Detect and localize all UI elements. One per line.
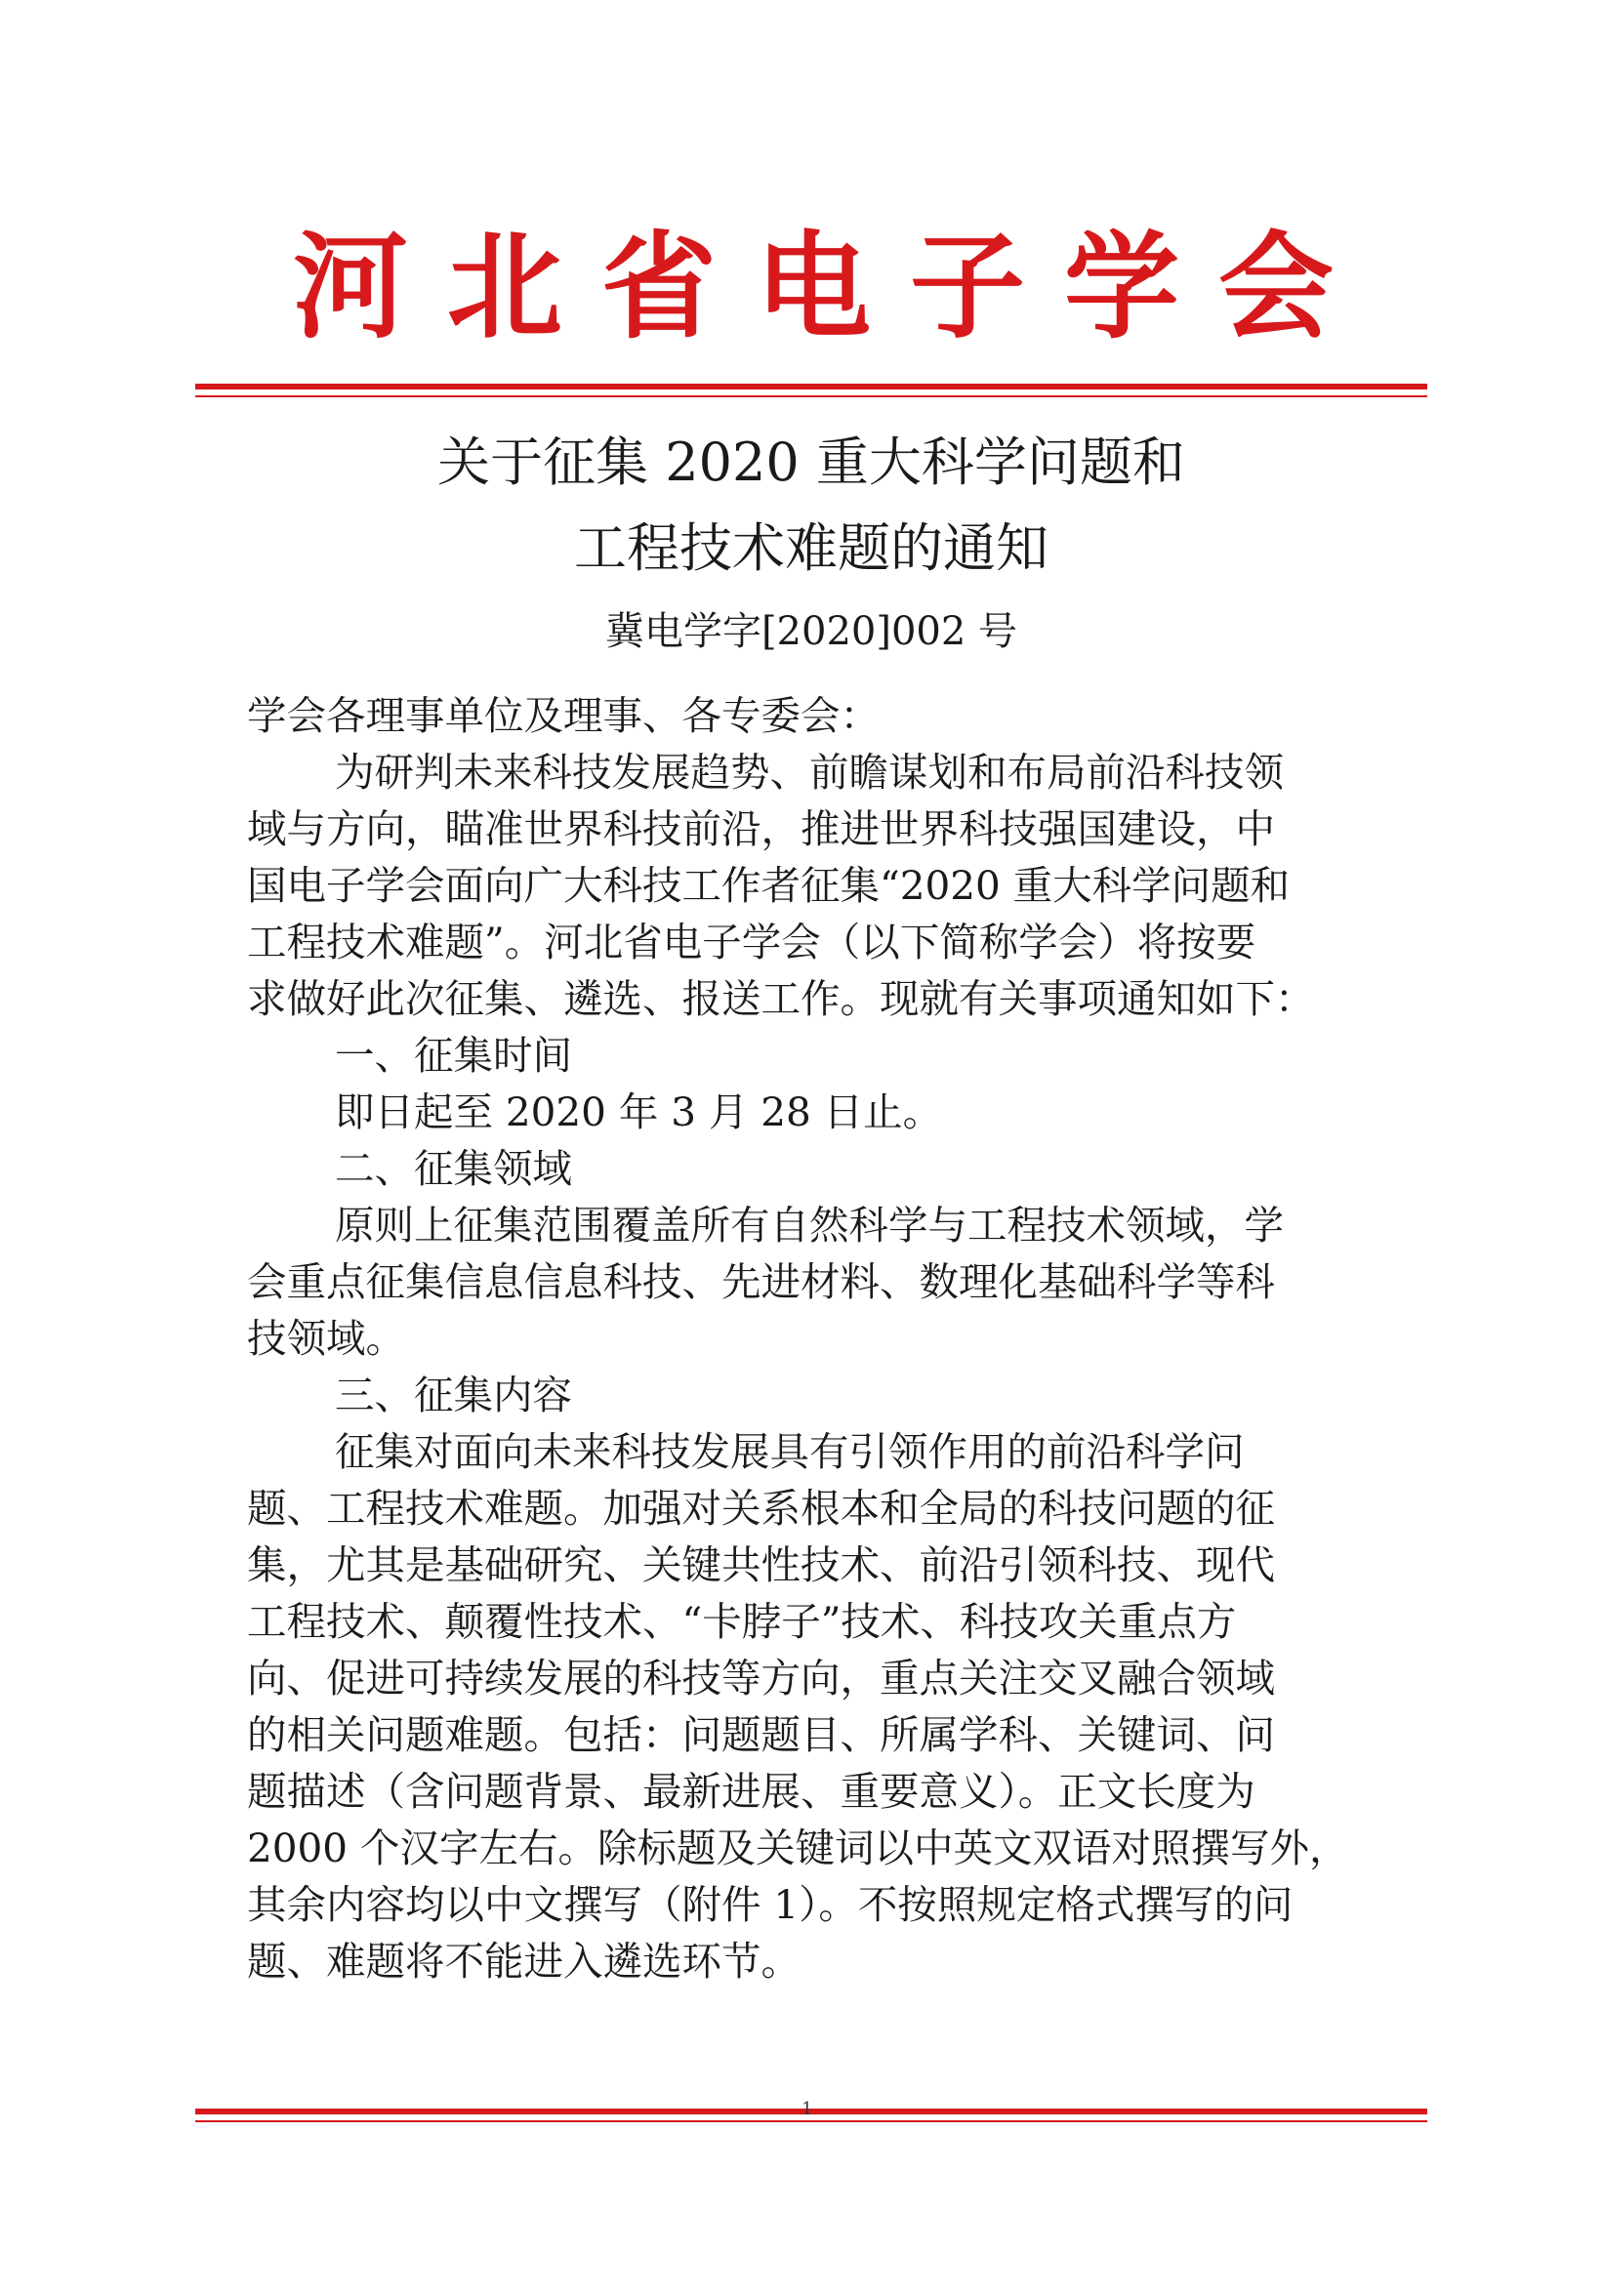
paragraph-line: 会重点征集信息信息科技、先进材料、数理化基础科学等科: [247, 1258, 1275, 1305]
paragraph-line: 原则上征集范围覆盖所有自然科学与工程技术领域，学: [335, 1202, 1284, 1249]
paragraph-line: 为研判未来科技发展趋势、前瞻谋划和布局前沿科技领: [335, 749, 1284, 796]
document-number: 冀电学字[2020]002 号: [604, 609, 1018, 654]
paragraph-line: 题、难题将不能进入遴选环节。: [247, 1938, 801, 1985]
salutation: 学会各理事单位及理事、各专委会：: [247, 692, 880, 739]
notice-title-line-1: 关于征集 2020 重大科学问题和: [437, 431, 1185, 493]
paragraph-line: 其余内容均以中文撰写（附件 1）。不按照规定格式撰写的问: [247, 1881, 1294, 1928]
paragraph-line: 征集对面向未来科技发展具有引领作用的前沿科学问: [335, 1428, 1245, 1475]
paragraph-line: 向、促进可持续发展的科技等方向，重点关注交叉融合领域: [247, 1655, 1275, 1702]
paragraph-line: 工程技术、颠覆性技术、“卡脖子”技术、科技攻关重点方: [247, 1598, 1237, 1645]
section-heading: 一、征集时间: [335, 1032, 572, 1079]
paragraph-line: 题、工程技术难题。加强对关系根本和全局的科技问题的征: [247, 1485, 1275, 1532]
footer-red-rule-thin: [195, 2120, 1427, 2122]
paragraph-line: 技领域。: [247, 1315, 405, 1362]
paragraph-line: 国电子学会面向广大科技工作者征集“2020 重大科学问题和: [247, 862, 1291, 909]
page-number: 1: [802, 2099, 813, 2119]
notice-title-line-2: 工程技术难题的通知: [574, 517, 1048, 579]
paragraph-line: 2000 个汉字左右。除标题及关键词以中英文双语对照撰写外，: [247, 1824, 1349, 1871]
paragraph-line: 的相关问题难题。包括：问题题目、所属学科、关键词、问: [247, 1711, 1275, 1758]
header-red-rule-thin: [195, 395, 1427, 397]
paragraph-line: 集，尤其是基础研究、关键共性技术、前沿引领科技、现代: [247, 1541, 1275, 1588]
paragraph-line: 即日起至 2020 年 3 月 28 日止。: [335, 1088, 943, 1135]
header-red-rule-thick: [195, 384, 1427, 390]
section-heading: 三、征集内容: [335, 1372, 572, 1418]
paragraph-line: 求做好此次征集、遴选、报送工作。现就有关事项通知如下：: [247, 975, 1315, 1022]
paragraph-line: 工程技术难题”。河北省电子学会（以下简称学会）将按要: [247, 919, 1256, 965]
paragraph-line: 域与方向，瞄准世界科技前沿，推进世界科技强国建设，中: [247, 805, 1275, 852]
letterhead-title: 河北省电子学会: [293, 220, 1374, 354]
paragraph-line: 题描述（含问题背景、最新进展、重要意义）。正文长度为: [247, 1768, 1255, 1815]
section-heading: 二、征集领域: [335, 1145, 572, 1192]
